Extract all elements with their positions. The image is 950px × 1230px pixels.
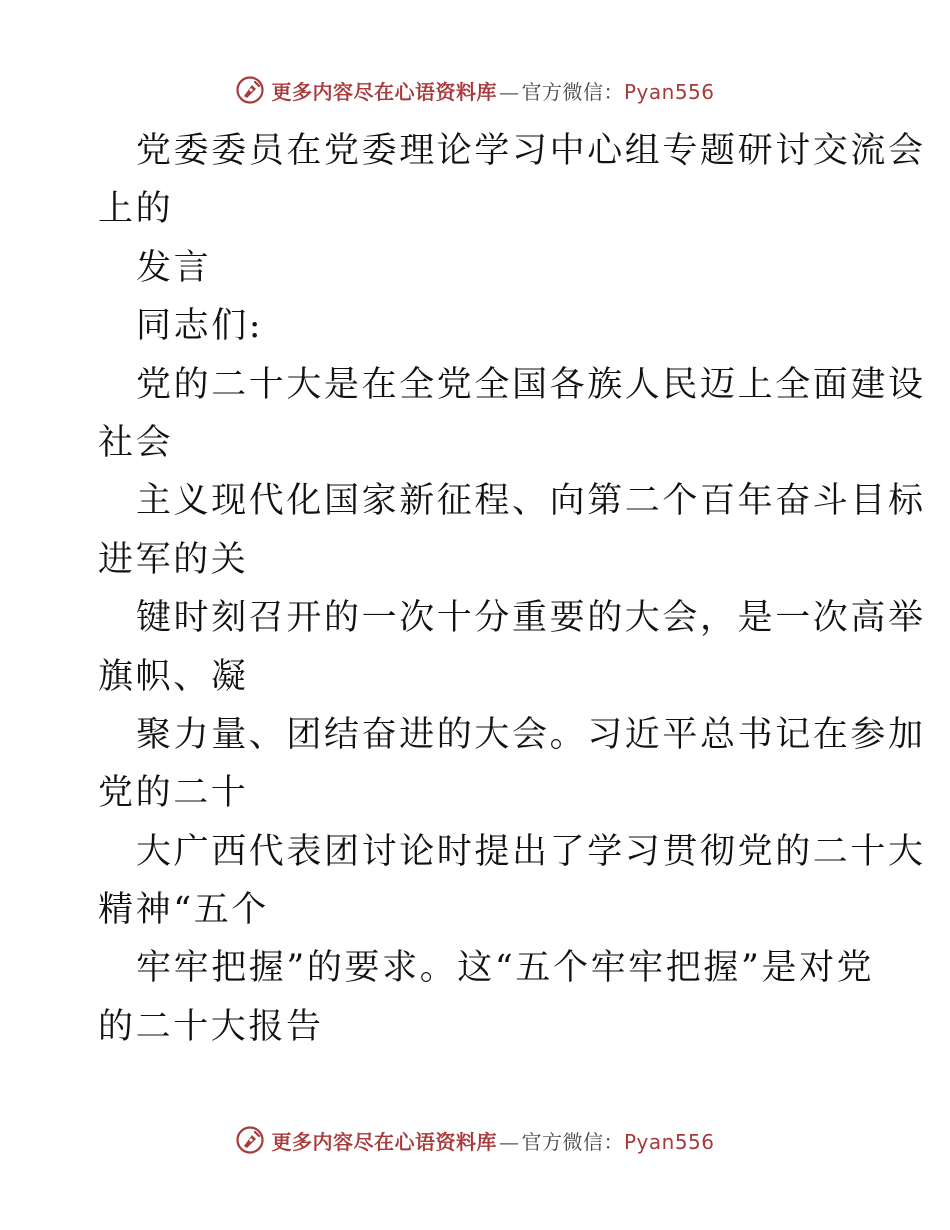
banner-label: 官方微信：	[521, 1129, 624, 1154]
text-line: 键时刻召开的一次十分重要的大会，是一次高举	[136, 598, 926, 639]
document-body	[98, 122, 926, 1056]
text-line: 旗帜、凝	[98, 656, 249, 697]
banner-text	[271, 76, 714, 105]
text-line: 社会	[98, 422, 174, 463]
banner-text	[271, 1126, 714, 1155]
text-line: 主义现代化国家新征程、向第二个百年奋斗目标	[136, 481, 926, 522]
banner-label: 官方微信：	[521, 79, 624, 104]
banner-separator: —	[498, 1129, 520, 1154]
text-line: 大广西代表团讨论时提出了学习贯彻党的二十大	[136, 831, 926, 872]
text-line: 党委委员在党委理论学习中心组专题研讨交流会	[136, 131, 926, 171]
text-line: 发言	[136, 247, 212, 288]
banner-slogan: 更多内容尽在心语资料库	[271, 1129, 497, 1154]
banner-account: Pyan556	[623, 79, 715, 104]
text-line: 的二十大报告	[98, 1006, 324, 1047]
pen-nib-logo-icon	[235, 1125, 265, 1155]
banner-separator: —	[498, 79, 520, 104]
text-line: 党的二十	[98, 773, 249, 814]
pen-nib-logo-icon	[235, 75, 265, 105]
text-line: 精神“五个	[98, 890, 269, 931]
banner-slogan: 更多内容尽在心语资料库	[271, 79, 497, 104]
text-line: 上的	[98, 189, 174, 230]
text-line: 同志们:	[136, 306, 264, 347]
banner-account: Pyan556	[623, 1129, 715, 1154]
text-line: 牢牢把握”的要求。这“五个牢牢把握”是对党	[136, 948, 875, 989]
text-line: 党的二十大是在全党全国各族人民迈上全面建设	[136, 364, 926, 405]
text-line: 聚力量、团结奋进的大会。习近平总书记在参加	[136, 714, 926, 755]
footer-banner	[0, 1122, 950, 1158]
text-line: 进军的关	[98, 539, 249, 580]
header-banner	[0, 72, 950, 108]
